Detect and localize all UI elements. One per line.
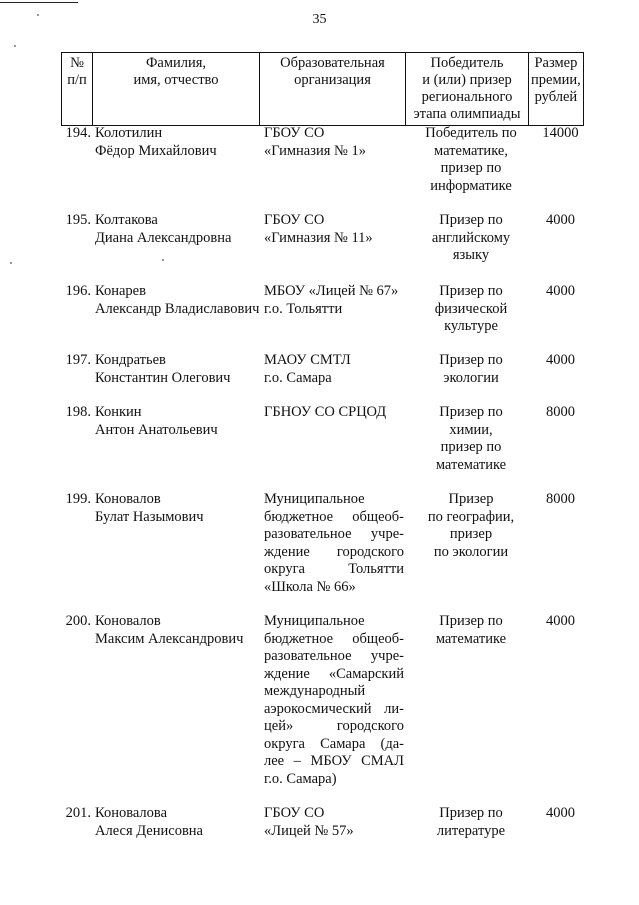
header-num: № п/п	[62, 53, 93, 126]
prize-amount: 4000	[546, 613, 575, 629]
prize-amount: 4000	[546, 805, 575, 821]
organization: Муниципальное бюджетное общеоб- разовательное учре- ждение «Самарский международный аэрокосмический ли- цей» городского округа Самара (да- лее – МБОУ СМАЛ г.о. Самара)	[264, 613, 404, 787]
full-name: Коновалова Алеся Денисовна	[95, 805, 203, 839]
header-prize: Размер премии, рублей	[529, 53, 584, 126]
award-status: Призер по литературе	[436, 805, 506, 839]
prize-amount: 4000	[546, 352, 575, 368]
full-name: Колотилин Фёдор Михайлович	[95, 125, 217, 159]
full-name: Конарев Александр Владиславович	[95, 283, 260, 317]
row-number: 197.	[65, 352, 91, 368]
scan-speck	[162, 259, 164, 261]
scan-speck	[14, 45, 16, 47]
award-status: Победитель по математике, призер по информатике	[425, 125, 517, 194]
organization: МБОУ «Лицей № 67» г.о. Тольятти	[264, 283, 399, 317]
full-name: Коновалов Булат Назымович	[95, 491, 204, 525]
prize-amount: 8000	[546, 404, 575, 420]
scan-edge-line	[0, 2, 78, 3]
award-status: Призер по математике	[435, 613, 507, 647]
prize-amount: 14000	[542, 125, 579, 141]
award-status: Призер по химии, призер по математике	[435, 404, 507, 473]
organization: Муниципальное бюджетное общеоб- разовательное учре- ждение городского округа Тольятти «Школа № 66»	[264, 491, 404, 595]
award-status: Призер по географии, призер по экологии	[427, 491, 515, 560]
organization: ГБОУ СО «Гимназия № 1»	[264, 125, 366, 159]
row-number: 201.	[65, 805, 91, 821]
full-name: Колтакова Диана Александровна	[95, 212, 232, 246]
prize-amount: 8000	[546, 491, 575, 507]
scan-speck	[10, 262, 12, 264]
full-name: Конкин Антон Анатольевич	[95, 404, 218, 438]
award-status: Призер по физической культуре	[434, 283, 508, 334]
full-name: Коновалов Максим Александрович	[95, 613, 244, 647]
prize-amount: 4000	[546, 283, 575, 299]
award-status: Призер по экологии	[439, 352, 503, 386]
row-number: 195.	[65, 212, 91, 228]
header-award: Победитель и (или) призер регионального этапа олимпиады	[406, 53, 529, 126]
row-number: 198.	[65, 404, 91, 420]
table-header	[61, 52, 584, 126]
row-number: 199.	[65, 491, 91, 507]
organization: МАОУ СМТЛ г.о. Самара	[264, 352, 351, 386]
full-name: Кондратьев Константин Олегович	[95, 352, 231, 386]
header-org: Образовательная организация	[260, 53, 406, 126]
prize-amount: 4000	[546, 212, 575, 228]
organization: ГБОУ СО «Гимназия № 11»	[264, 212, 373, 246]
organization: ГБОУ СО «Лицей № 57»	[264, 805, 354, 839]
award-status: Призер по английскому языку	[431, 212, 511, 263]
header-name: Фамилия, имя, отчество	[93, 53, 260, 126]
organization: ГБНОУ СО СРЦОД	[264, 404, 387, 420]
page-number: 35	[312, 12, 327, 27]
row-number: 196.	[65, 283, 91, 299]
row-number: 194.	[65, 125, 91, 141]
row-number: 200.	[65, 613, 91, 629]
